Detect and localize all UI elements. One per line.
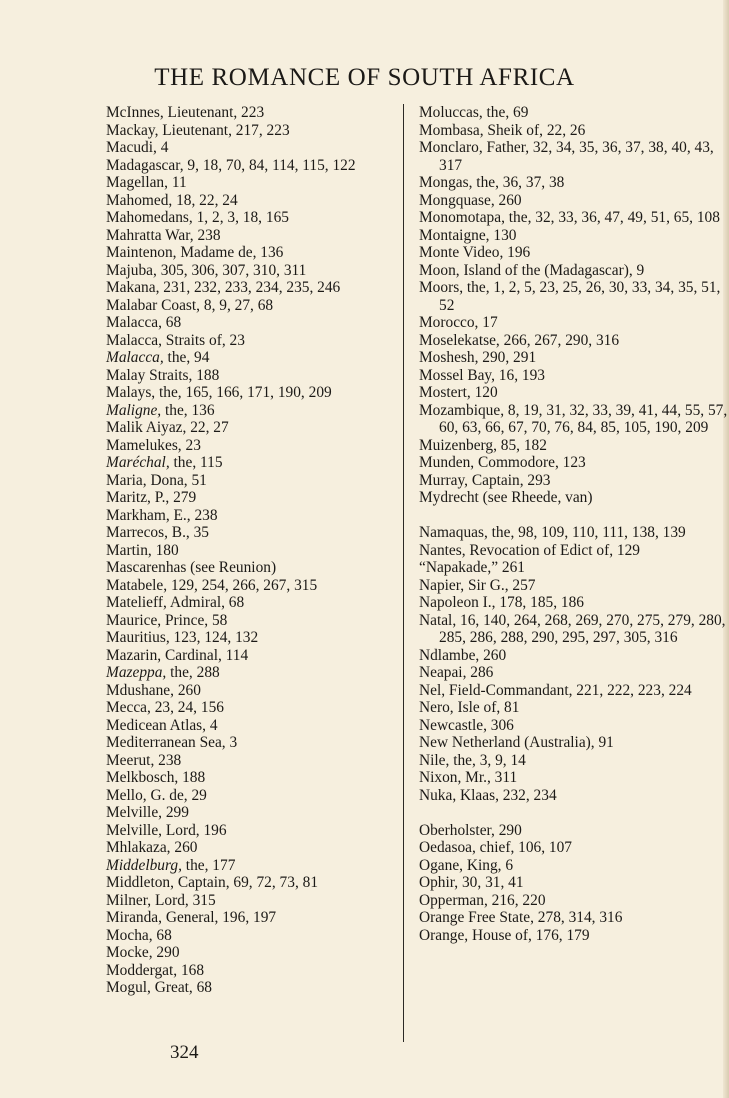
entry-text: Muizenberg, 85, 182 <box>419 436 547 454</box>
entry-text: the, 288 <box>166 664 220 681</box>
index-entry <box>106 647 406 665</box>
entry-text: Mediterranean Sea, 3 <box>106 734 238 751</box>
entry-text: Miranda, General, 196, 197 <box>106 909 277 926</box>
index-entry <box>419 314 729 332</box>
entry-text: Namaquas, the, 98, 109, 110, 111, 138, 139 <box>419 524 686 541</box>
index-entry <box>106 542 406 560</box>
index-entry <box>419 874 729 892</box>
index-entry <box>106 682 406 700</box>
entry-text: Moddergat, 168 <box>106 961 205 979</box>
index-entry <box>419 682 729 700</box>
index-entry <box>106 349 406 367</box>
running-head: THE ROMANCE OF SOUTH AFRICA <box>154 64 575 91</box>
index-entry <box>419 717 729 735</box>
entry-text: Munden, Commodore, 123 <box>419 454 586 471</box>
entry-text: Martin, 180 <box>106 541 179 559</box>
entry-text: Mascarenhas (see Reunion) <box>106 559 277 576</box>
entry-text: Mocha, 68 <box>106 926 172 944</box>
index-entry <box>106 822 406 840</box>
entry-text: Oedasoa, chief, 106, 107 <box>419 839 573 856</box>
entry-text: Majuba, 305, 306, 307, 310, 311 <box>106 261 307 279</box>
entry-text: Mozambique, 8, 19, 31, 32, 33, 39, 41, 44, 55, 57, 60, 63, 66, 67, 70, 76, 84, 85, 105, 190, 209 <box>419 401 728 436</box>
index-entry <box>419 332 729 350</box>
index-entry <box>106 437 406 455</box>
index-entry <box>419 752 729 770</box>
index-entry <box>106 314 406 332</box>
entry-text: Ogane, King, 6 <box>419 856 514 874</box>
entry-text: Mostert, 120 <box>419 384 498 401</box>
entry-text: Oberholster, 290 <box>419 821 522 839</box>
entry-text: McInnes, Lieutenant, 223 <box>106 104 265 121</box>
index-entry <box>419 262 729 280</box>
entry-text: Morocco, 17 <box>419 314 498 331</box>
ship-name: Mazeppa, <box>106 664 167 681</box>
entry-text: the, 177 <box>181 856 236 874</box>
index-entry <box>419 594 729 612</box>
index-entry <box>106 419 406 437</box>
entry-text: Moon, Island of the (Madagascar), 9 <box>419 261 645 279</box>
index-entry <box>419 577 729 595</box>
entry-text: Ndlambe, 260 <box>419 646 507 664</box>
entry-text: Madagascar, 9, 18, 70, 84, 114, 115, 122 <box>106 156 356 174</box>
entry-text: Mhlakaza, 260 <box>106 839 198 856</box>
entry-text: Matabele, 129, 254, 266, 267, 315 <box>106 576 318 594</box>
entry-text: Mahomed, 18, 22, 24 <box>106 191 238 209</box>
index-entry <box>106 979 406 997</box>
entry-text: the, 94 <box>163 349 210 366</box>
entry-text: Mello, G. de, 29 <box>106 786 207 804</box>
entry-text: Mogul, Great, 68 <box>106 979 213 996</box>
index-entry <box>106 787 406 805</box>
index-entry <box>106 262 406 280</box>
entry-text: Malacca, Straits of, 23 <box>106 331 245 349</box>
index-entry <box>106 454 406 472</box>
index-entry <box>419 857 729 875</box>
index-entry <box>106 472 406 490</box>
index-entry <box>419 367 729 385</box>
index-entry <box>419 927 729 945</box>
index-entry <box>106 559 406 577</box>
index-entry <box>106 664 406 682</box>
entry-text: Malay Straits, 188 <box>106 366 220 384</box>
index-entry <box>106 874 406 892</box>
entry-text: Mossel Bay, 16, 193 <box>419 366 545 384</box>
entry-text: Monclaro, Father, 32, 34, 35, 36, 37, 38, 40, 43, 317 <box>419 139 714 174</box>
entry-text: Medicean Atlas, 4 <box>106 716 218 734</box>
index-entry <box>106 367 406 385</box>
index-entry <box>106 174 406 192</box>
index-entry <box>106 909 406 927</box>
index-entry <box>419 909 729 927</box>
entry-text: Mongquase, 260 <box>419 191 522 209</box>
entry-text: Mackay, Lieutenant, 217, 223 <box>106 121 290 139</box>
entry-text: Montaigne, 130 <box>419 226 517 244</box>
entry-text: Mocke, 290 <box>106 944 180 961</box>
index-entry <box>106 927 406 945</box>
index-entry <box>106 717 406 735</box>
index-entry <box>419 699 729 717</box>
entry-text: Mydrecht (see Rheede, van) <box>419 489 593 506</box>
index-entry <box>106 577 406 595</box>
entry-text: Melkbosch, 188 <box>106 769 206 786</box>
index-entry <box>419 104 729 122</box>
entry-text: Malabar Coast, 8, 9, 27, 68 <box>106 296 274 314</box>
entry-text: Nel, Field-Commandant, 221, 222, 223, 224 <box>419 681 692 699</box>
index-entry <box>419 402 729 437</box>
entry-text: Opperman, 216, 220 <box>419 891 546 909</box>
index-entry <box>419 174 729 192</box>
index-entry <box>419 559 729 577</box>
ship-name: Maréchal, <box>106 454 170 471</box>
entry-text: the, 136 <box>161 401 215 419</box>
index-entry <box>106 489 406 507</box>
index-entry <box>419 139 729 174</box>
index-entry <box>106 402 406 420</box>
index-entry <box>106 962 406 980</box>
letter-section-gap <box>419 507 729 525</box>
index-entry <box>106 507 406 525</box>
index-column-left <box>106 104 406 997</box>
index-entry <box>419 892 729 910</box>
entry-text: Mamelukes, 23 <box>106 436 201 454</box>
index-entry <box>106 384 406 402</box>
entry-text: Maria, Dona, 51 <box>106 471 207 489</box>
entry-text: Macudi, 4 <box>106 139 169 156</box>
index-column-right <box>419 104 729 944</box>
index-entry <box>419 384 729 402</box>
entry-text: Natal, 16, 140, 264, 268, 269, 270, 275, 279, 280, 285, 286, 288, 290, 295, 297, 305, 316 <box>419 611 726 646</box>
entry-text: the, 115 <box>169 454 223 471</box>
index-entry <box>106 332 406 350</box>
index-entry <box>419 437 729 455</box>
entry-text: Monte Video, 196 <box>419 244 531 261</box>
index-entry <box>419 769 729 787</box>
index-entry <box>106 192 406 210</box>
entry-text: Ophir, 30, 31, 41 <box>419 874 524 891</box>
entry-text: Milner, Lord, 315 <box>106 891 216 909</box>
entry-text: Moshesh, 290, 291 <box>419 349 537 366</box>
index-entry <box>106 699 406 717</box>
index-entry <box>106 122 406 140</box>
entry-text: Nile, the, 3, 9, 14 <box>419 751 526 769</box>
ship-name: Malacca, <box>106 349 164 366</box>
entry-text: Marrecos, B., 35 <box>106 524 210 541</box>
entry-text: Murray, Captain, 293 <box>419 471 551 489</box>
index-entry <box>419 664 729 682</box>
entry-text: Mombasa, Sheik of, 22, 26 <box>419 121 586 139</box>
index-entry <box>106 752 406 770</box>
index-entry <box>419 349 729 367</box>
index-entry <box>106 594 406 612</box>
index-entry <box>106 629 406 647</box>
index-entry <box>419 612 729 647</box>
index-entry <box>419 524 729 542</box>
index-entry <box>419 839 729 857</box>
column-divider <box>403 104 404 1042</box>
index-entry <box>419 787 729 805</box>
index-entry <box>419 734 729 752</box>
index-entry <box>419 472 729 490</box>
entry-text: Mazarin, Cardinal, 114 <box>106 646 249 664</box>
entry-text: Melville, Lord, 196 <box>106 821 227 839</box>
entry-text: Moselekatse, 266, 267, 290, 316 <box>419 331 620 349</box>
entry-text: Napoleon I., 178, 185, 186 <box>419 594 584 611</box>
entry-text: Maurice, Prince, 58 <box>106 611 228 629</box>
entry-text: Newcastle, 306 <box>419 716 514 734</box>
index-entry <box>419 454 729 472</box>
entry-text: Mahratta War, 238 <box>106 226 221 244</box>
entry-text: Mecca, 23, 24, 156 <box>106 699 224 716</box>
entry-text: Nantes, Revocation of Edict of, 129 <box>419 541 640 559</box>
letter-section-gap <box>419 804 729 822</box>
index-entry <box>106 279 406 297</box>
index-entry <box>106 209 406 227</box>
index-entry <box>106 857 406 875</box>
entry-text: Maintenon, Madame de, 136 <box>106 244 284 261</box>
entry-text: Maritz, P., 279 <box>106 489 197 506</box>
entry-text: Melville, 299 <box>106 804 189 821</box>
entry-text: Magellan, 11 <box>106 174 187 191</box>
entry-text: Monomotapa, the, 32, 33, 36, 47, 49, 51, 65, 108 <box>419 209 720 226</box>
index-entry <box>419 209 729 227</box>
entry-text: Mauritius, 123, 124, 132 <box>106 629 259 646</box>
index-entry <box>419 647 729 665</box>
entry-text: Moors, the, 1, 2, 5, 23, 25, 26, 30, 33, 34, 35, 51, 52 <box>419 279 721 314</box>
entry-text: “Napakade,” 261 <box>419 559 525 576</box>
entry-text: Orange Free State, 278, 314, 316 <box>419 909 623 926</box>
entry-text: Mahomedans, 1, 2, 3, 18, 165 <box>106 209 289 226</box>
entry-text: Nero, Isle of, 81 <box>419 699 520 716</box>
index-entry <box>106 104 406 122</box>
index-entry <box>419 192 729 210</box>
entry-text: Nixon, Mr., 311 <box>419 769 518 786</box>
index-entry <box>106 524 406 542</box>
entry-text: Markham, E., 238 <box>106 506 218 524</box>
entry-text: Makana, 231, 232, 233, 234, 235, 246 <box>106 279 341 296</box>
entry-text: Nuka, Klaas, 232, 234 <box>419 786 557 804</box>
index-entry <box>106 892 406 910</box>
index-entry <box>106 612 406 630</box>
index-entry <box>419 244 729 262</box>
entry-text: Meerut, 238 <box>106 751 182 769</box>
index-entry <box>419 279 729 314</box>
page-number: 324 <box>170 1042 199 1063</box>
index-entry <box>106 244 406 262</box>
entry-text: Matelieff, Admiral, 68 <box>106 594 245 611</box>
index-entry <box>419 122 729 140</box>
index-entry <box>106 297 406 315</box>
entry-text: Napier, Sir G., 257 <box>419 576 536 594</box>
index-entry <box>106 157 406 175</box>
entry-text: Mdushane, 260 <box>106 681 201 699</box>
index-entry <box>106 839 406 857</box>
entry-text: Malacca, 68 <box>106 314 182 331</box>
entry-text: Orange, House of, 176, 179 <box>419 926 590 944</box>
entry-text: Moluccas, the, 69 <box>419 104 529 121</box>
entry-text: Neapai, 286 <box>419 664 494 681</box>
index-entry <box>106 944 406 962</box>
entry-text: Malays, the, 165, 166, 171, 190, 209 <box>106 384 332 401</box>
ship-name: Middelburg, <box>106 856 182 874</box>
index-entry <box>419 489 729 507</box>
index-entry <box>106 139 406 157</box>
index-entry <box>106 804 406 822</box>
entry-text: Mongas, the, 36, 37, 38 <box>419 174 565 191</box>
ship-name: Maligne, <box>106 401 162 419</box>
index-entry <box>419 822 729 840</box>
index-entry <box>419 227 729 245</box>
index-entry <box>106 769 406 787</box>
entry-text: New Netherland (Australia), 91 <box>419 734 614 751</box>
entry-text: Middleton, Captain, 69, 72, 73, 81 <box>106 874 319 891</box>
index-entry <box>106 227 406 245</box>
index-entry <box>419 542 729 560</box>
index-entry <box>106 734 406 752</box>
entry-text: Malik Aiyaz, 22, 27 <box>106 419 229 436</box>
